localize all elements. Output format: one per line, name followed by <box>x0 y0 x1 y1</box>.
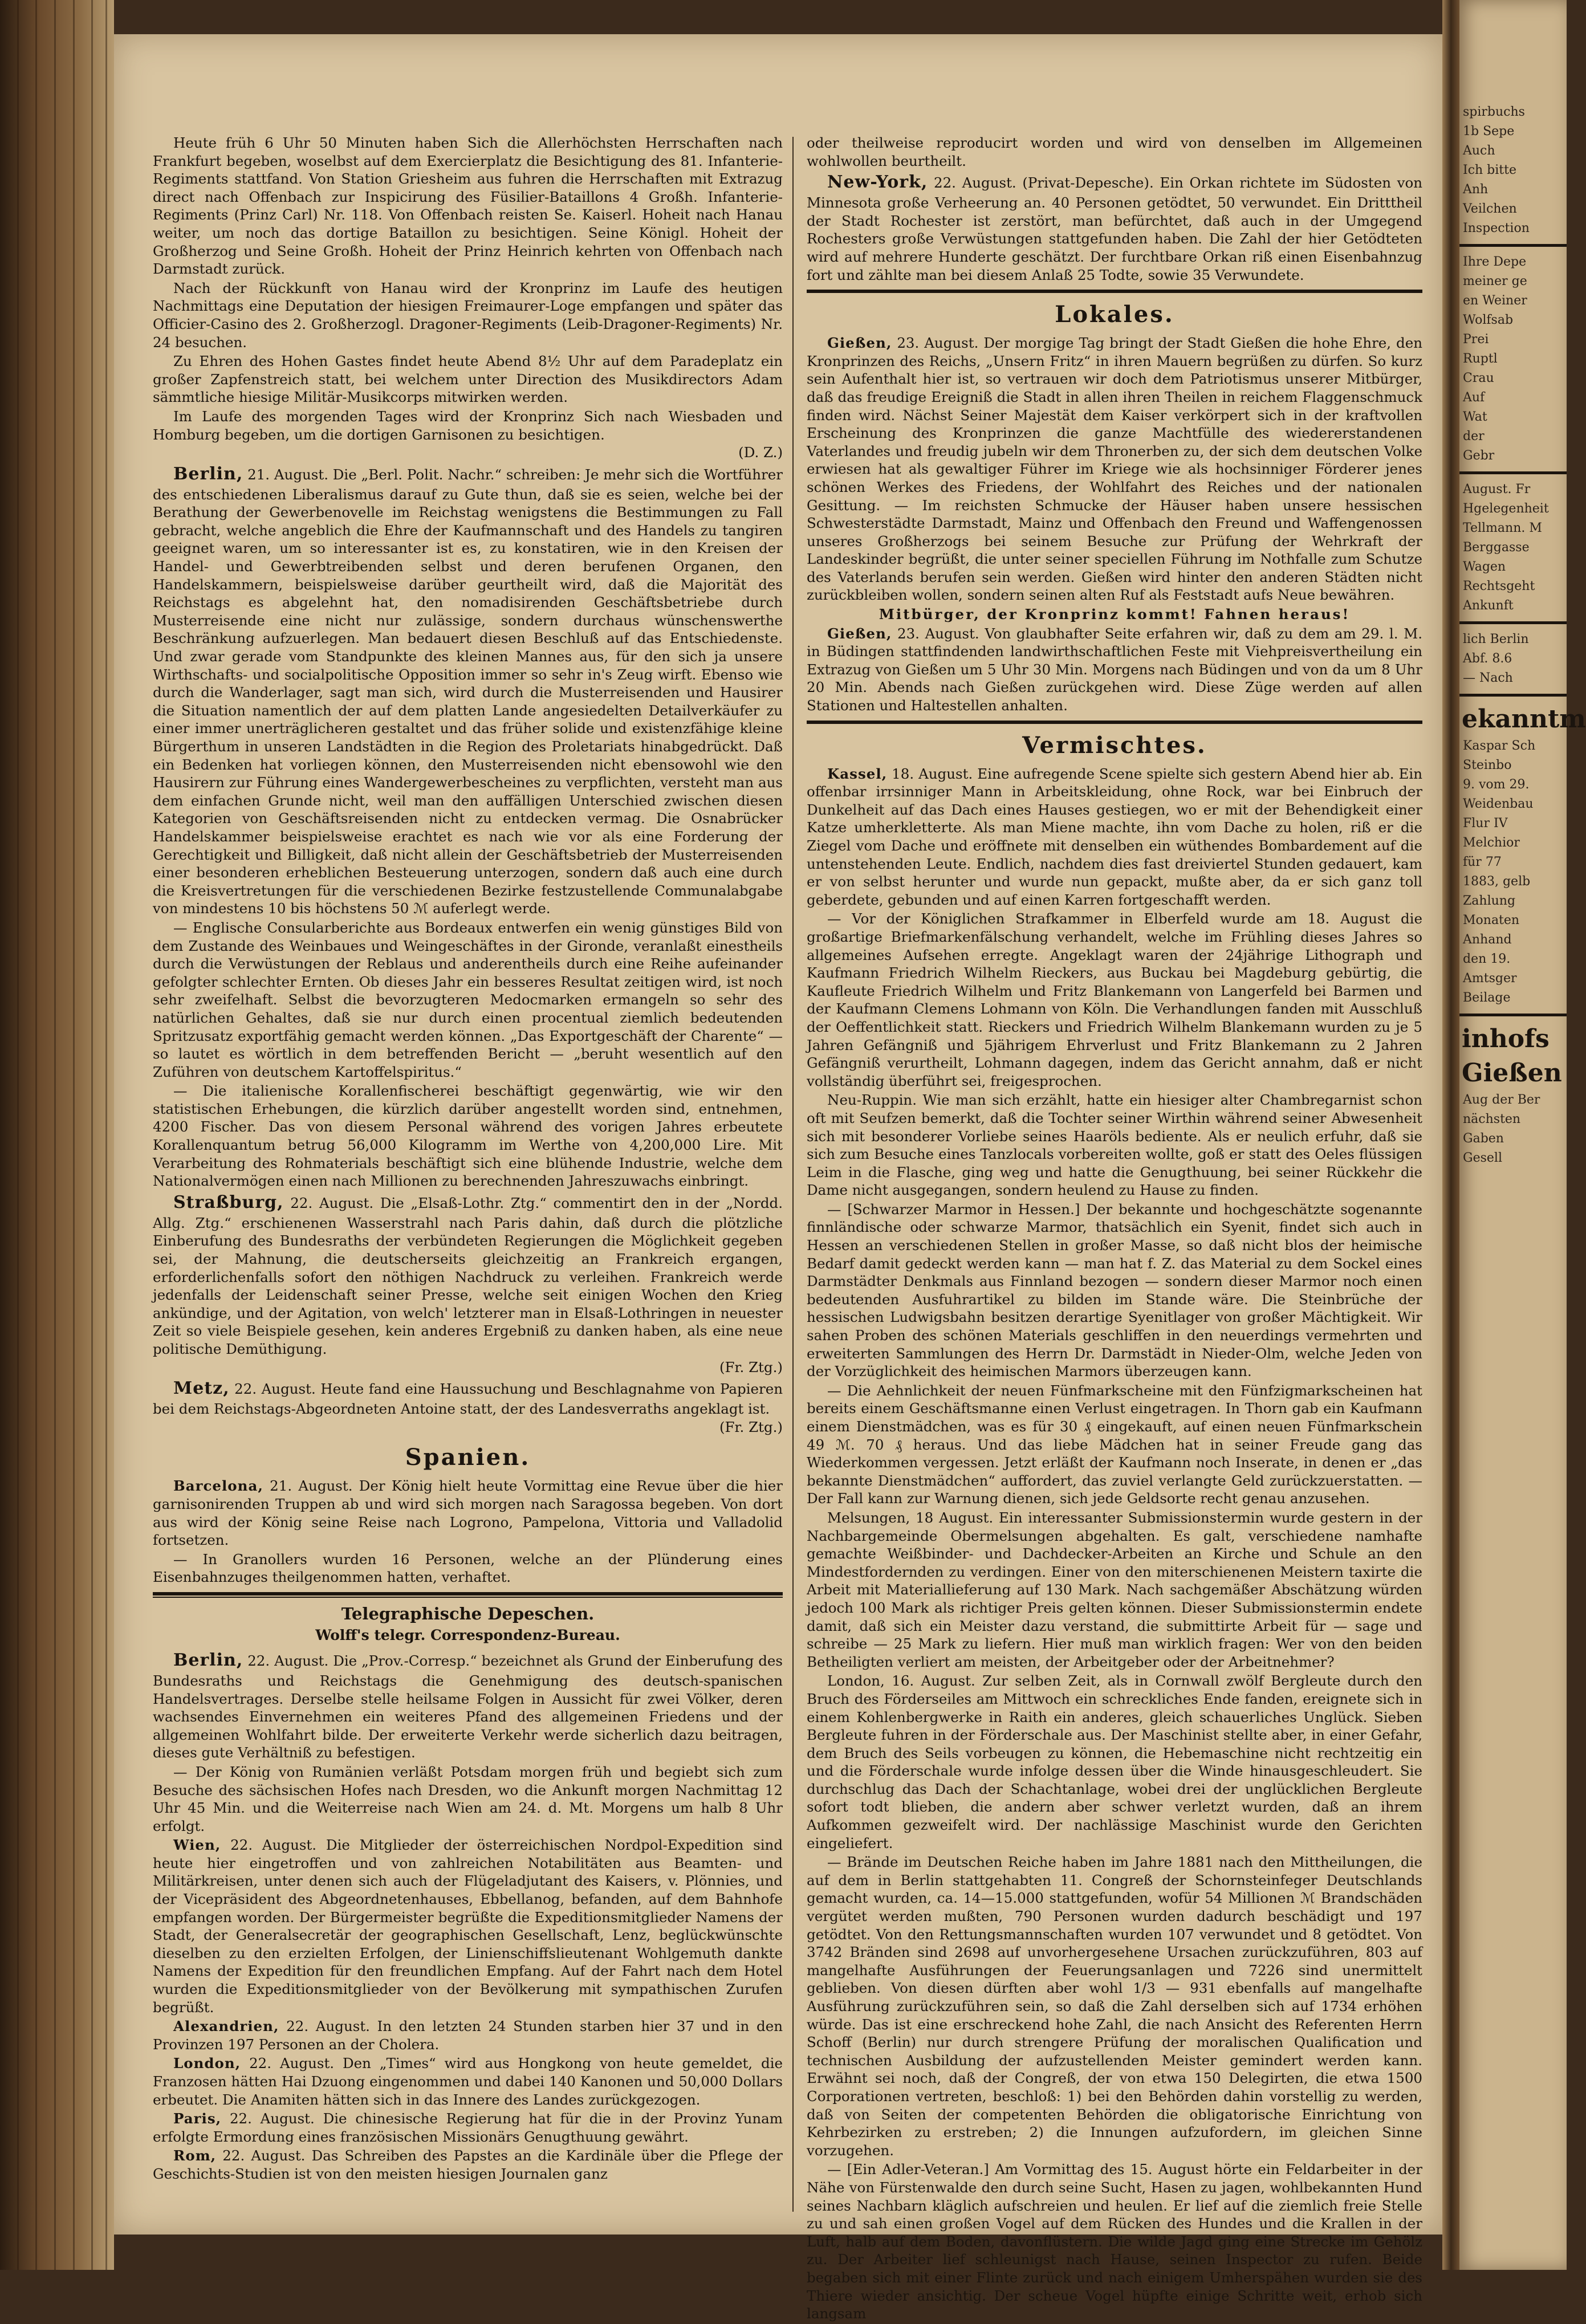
article-kassel: Kassel, 18. August. Eine aufregende Scene spielte sich gestern Abend hier ab. Ein offenbar irrsinniger Mann in Arbeitskleidung, ohne Rock, war bei Einbruch der Dunkelheit auf das Dach eines Hauses gestiegen, wo er mit der Behendigkeit einer Katze umherkletterte. Als man Miene machte, ihn vom Dache zu holen, riß er die Ziegel vom Dache und eröffnete mit denselben ein wüthendes Bombardement auf die untenstehenden Leute. Endlich, nachdem dies fast dreiviertel Stunden gedauert, kam er von selbst herunter und wurde nun gepackt, mußte aber, da er sich ganz toll geberdete, gebunden und auf einen Karren fortgeschafft werden. <box>807 765 1422 908</box>
article-barcelona: Barcelona, 21. August. Der König hielt heute Vormittag eine Revue über die hier garnisonirenden Truppen ab und wird sich morgen nach Saragossa begeben. Von dort aus wird der König seine Reise nach Logrono, Pampelona, Vittoria und Valladolid fortsetzen. <box>153 1478 783 1549</box>
article-paragraph: Heute früh 6 Uhr 50 Minuten haben Sich die Allerhöchsten Herrschaften nach Frankfurt begeben, woselbst auf dem Exercierplatz die Besichtigung des 81. Infanterie-Regiments stattfand. Von Station Griesheim aus fuhren die Herrschaften mit Extrazug direct nach Offenbach zur Inspicirung des Füsilier-Bataillons 4 Großh. Infanterie-Regiments (Prinz Carl) Nr. 118. Von Offenbach reisten Se. Kaiserl. Hoheit nach Hanau weiter, um noch das dortige Bataillon zu besichtigen. Seine Königl. Hoheit der Großherzog und Seine Großh. Hoheit der Prinz Heinrich kehrten von Offenbach nach Darmstadt zurück. <box>153 135 783 278</box>
fragment-block-g <box>1459 1090 1567 1168</box>
dateline: Kassel, <box>827 765 888 782</box>
fragment-line: Prei <box>1463 332 1489 347</box>
fragment-rule <box>1459 1014 1567 1016</box>
article-paragraph: — Die Aehnlichkeit der neuen Fünfmarkscheine mit den Fünfzigmarkscheinen hat bereits einem Geschäftsmanne einen Verlust eingetragen. In Thorn gab ein Kaufmann einem Dienstmädchen, was es für 30 ₰ eingekauft, auf einen neuen Fünfmarkschein 49 ℳ. 70 ₰ heraus. Und das liebe Mädchen hat in seiner Freude gang das Wiederkommen vergessen. Jetzt erläßt der Kaufmann noch Inserate, in denen er „das bekannte Dienstmädchen“ auffordert, das zuviel verlangte Geld zurückzuerstatten. — Der Fall kann zur Warnung dienen, sich jede Geldsorte recht genau anzusehen. <box>807 1382 1422 1507</box>
fragment-line: Steinbo <box>1463 758 1512 772</box>
fragment-line: Tellmann. M <box>1463 521 1542 535</box>
fragment-line: Berggasse <box>1463 540 1530 555</box>
dateline: Gießen, <box>827 335 892 352</box>
fragment-line: Auf <box>1463 390 1485 405</box>
article-telegram: London, 22. August. Den „Times“ wird aus Hongkong von heute gemeldet, die Franzosen hätten Hai Dzuong eingenommen und dabei 140 Kanonen und 50,000 Dollars erbeutet. Die Anamiten hätten sich in das Innere des Landes zurückgezogen. <box>153 2055 783 2108</box>
dateline: Gießen, <box>827 625 892 642</box>
fragment-line: Gaben <box>1463 1132 1504 1146</box>
fragment-block-f <box>1459 950 1567 1008</box>
fragment-line: Anhand <box>1463 933 1512 947</box>
fragment-line: Flur IV <box>1463 816 1508 831</box>
dateline: New-York, <box>827 172 928 193</box>
fragment-line: der <box>1463 429 1485 443</box>
fragment-heading: ekanntm <box>1462 705 1586 734</box>
fragment-line: Ruptl <box>1463 352 1498 366</box>
fragment-line: Inspection <box>1463 221 1530 235</box>
book-gutter <box>1442 0 1459 2270</box>
dateline: Berlin, <box>173 1650 243 1670</box>
article-strassburg: Straßburg, 22. August. Die „Elsaß-Lothr. Ztg.“ commentirt den in der „Nordd. Allg. Ztg.“ erschienenen Wasserstrahl nach Paris dahin, daß durch die plötzliche Einberufung des Bundesraths der verbündeten Regierungen die Möglichkeit gegeben sei, der Mahnung, die deutscherseits gleichzeitig an Frankreich ergangen, erforderlichenfalls sofort den nöthigen Nachdruck zu verleihen. Frankreich werde jedenfalls der Leidenschaft seiner Presse, welche seit einigen Wochen den Krieg ankündige, und der Agitation, von welch' letzterer man in Elsaß-Lothringen in neuester Zeit so viele Beispiele gesehen, kein anderes Ergebniß zu danken haben, als eine neue politische Demüthigung. (Fr. Ztg.) <box>153 1192 783 1375</box>
fragment-line: Amtsger <box>1463 971 1517 986</box>
column-divider <box>792 137 794 2212</box>
fragment-rule <box>1459 694 1567 697</box>
right-column <box>807 134 1422 2324</box>
fragment-line: Wolfsab <box>1463 313 1514 327</box>
section-heading-vermischtes: Vermischtes. <box>1022 731 1207 759</box>
fragment-line: Wat <box>1463 410 1487 424</box>
fragment-line: Veilchen <box>1463 202 1517 216</box>
fragment-line: en Weiner <box>1463 294 1527 308</box>
fragment-line: Zahlung <box>1463 894 1516 908</box>
article-telegram: Wien, 22. August. Die Mitglieder der österreichischen Nordpol-Expedition sind heute hier eingetroffen und von zahlreichen Notabilitäten aus Beamten- und Militärkreisen, unter denen sich auch der Flügeladjutant des Kaisers, v. Plönnies, und der Vicepräsident des Abgeordnetenhauses, Ebbellanog, befanden, auf dem Bahnhofe empfangen worden. Der Bürgermeister begrüßte die Expeditionsmitglieder Namens der Stadt, der Generalsecretär der geographischen Gesellschaft, Lenz, beglückwünschte dieselben zu den erzielten Erfolgen, der Linienschiffslieutenant Wohlgemuth dankte Namens der Expedition für den freundlichen Empfang. Auf der Fahrt nach dem Hotel wurden die Expeditionsmitglieder von der Bevölkerung mit sympathischen Zurufen begrüßt. <box>153 1837 783 2016</box>
fragment-line: Ihre Depe <box>1463 255 1527 269</box>
article-paragraph: — [Ein Adler-Veteran.] Am Vormittag des 15. August hörte ein Feldarbeiter in der Nähe von Fürstenwalde den durch seine Sucht, Hasen zu jagen, wohlbekannten Hund seines Nachbarn kläglich aufschreien und heulen. Er lief auf die ziemlich freie Stelle zu und sah einen großen Vogel auf dem Rücken des Hundes und die Krallen in der Luft, halb auf dem Boden, davonflüstern. Die wilde Jagd ging eine Strecke im Gehölz zu. Der Arbeiter lief schleunigst nach Hause, seinen Inspector zu rufen. Beide begaben sich mit einer Flinte zurück und nach einigem Umherspähen wurden sie des Thiere wieder ansichtig. Der scheue Vogel hüpfte einige Schritte weit, erhob sich langsam <box>807 2161 1422 2322</box>
section-heading-spanien: Spanien. <box>405 1444 531 1471</box>
article-giessen: Gießen, 23. August. Der morgige Tag bringt der Stadt Gießen die hohe Ehre, den Kronprinzen des Reichs, „Unsern Fritz“ in ihren Mauern begrüßen zu dürfen. So kurz sein Aufenthalt hier ist, so vertrauen wir doch dem Patriotismus unserer Mitbürger, daß das freudige Ereigniß die Stadt in allen ihren Theilen in reichem Flaggenschmuck finden wird. Nächst Seiner Majestät dem Kaiser verkörpert sich in der kraftvollen Erscheinung des Kronprinzen die ganze Machtfülle des wiedererstandenen Vaterlandes und freudig jubeln wir dem Thronerben zu, der sich dem deutschen Volke erwiesen hat als gewaltiger Führer im Kriege wie als hochsinniger Förderer jenes schönen Werkes des Friedens, der Wohlfahrt des Reiches und der nationalen Gesittung. — Im reichsten Schmucke der Häuser haben unsere hessischen Schwesterstädte Darmstadt, Mainz und Offenbach den Freund und Waffengenossen unseres Großherzogs bei seinem Besuche zur Prüfung der Wehrkraft der Landeskinder begrüßt, die unter seiner speciellen Führung im Nothfalle zum Schutze des Vaterlands berufen sein werden. Gießen wird hinter den anderen Städten nicht zurückbleiben wollen, sondern seinen alten Ruf als Feststadt aufs Neue bewähren. <box>807 335 1422 604</box>
source-signature: (Fr. Ztg.) <box>719 1418 783 1435</box>
fragment-line: 9. vom 29. <box>1463 778 1530 792</box>
fragment-line: spirbuchs <box>1463 105 1525 119</box>
fragment-line: lich Berlin <box>1463 632 1529 646</box>
fragment-line: Beilage <box>1463 991 1511 1005</box>
fragment-block-e <box>1459 736 1567 950</box>
article-paragraph: — Englische Consularberichte aus Bordeaux entwerfen ein wenig günstiges Bild von dem Zustande des Weinbaues und Weingeschäftes in der Gironde, veranlaßt einestheils durch die Verwüstungen der Reblaus und anderentheils durch eine Reihe aufeinander gefolgter schlechter Ernten. Ob dieses Jahr ein besseres Resultat zeitigen wird, ist noch sehr zweifelhaft. Selbst die bevorzugteren Medocmarken ermangeln so sehr des natürlichen Gehaltes, daß sie nur durch einen procentual ziemlich bedeutenden Spritzusatz exportfähig gemacht werden können. „Das Exportgeschäft der Charente“ — so lautet es wörtlich in dem betreffenden Bericht — „beruht wesentlich auf den Zuführen von deutschem Kartoffelspiritus.“ <box>153 919 783 1080</box>
article-paragraph: oder theilweise reproducirt worden und wird von denselben im Allgemeinen wohlwollen beurtheilt. <box>807 135 1422 169</box>
fragment-line: August. Fr <box>1463 482 1531 496</box>
fragment-block-b <box>1459 253 1567 466</box>
fragment-line: 1883, gelb <box>1463 874 1531 889</box>
adjacent-page-fragment <box>1459 0 1586 2270</box>
fragment-line: 1b Sepe <box>1463 124 1515 139</box>
fragment-line: Aug der Ber <box>1463 1093 1540 1107</box>
article-giessen: Gießen, 23. August. Von glaubhafter Seite erfahren wir, daß zu dem am 29. l. M. in Büdingen stattfindenden landwirthschaftlichen Feste mit Viehpreisvertheilung ein Extrazug von Gießen um 5 Uhr 30 Min. Morgens nach Büdingen und von da um 8 Uhr 20 Min. Abends nach Gießen zurückgehen wird. Diese Züge werden auf allen Stationen und Haltestellen anhalten. <box>807 625 1422 714</box>
fragment-block-a <box>1459 103 1567 238</box>
article-telegram: Berlin, 22. August. Die „Prov.-Corresp.“ bezeichnet als Grund der Einberufung des Bundesraths und Reichstags die Genehmigung des deutsch-spanischen Handelsvertrages. Derselbe stelle heilsame Folgen in Aussicht für zwei Völker, deren wachsendes Einvernehmen ein weiteres Pfand des allgemeinen Friedens und der allgemeinen Wohlfahrt bilde. Der erweiterte Verkehr werde sicherlich dazu beitragen, dieses gute Verhältniß zu befestigen. <box>153 1650 783 1761</box>
article-telegram: Alexandrien, 22. August. In den letzten 24 Stunden starben hier 37 und in den Provinzen 197 Personen an der Cholera. <box>153 2018 783 2053</box>
fragment-line: Auch <box>1463 144 1495 158</box>
article-paragraph: Im Laufe des morgenden Tages wird der Kronprinz Sich nach Wiesbaden und Homburg begeben, um die dortigen Garnisonen zu besichtigen. (D. Z.) <box>153 408 783 461</box>
article-paragraph: Melsungen, 18 August. Ein interessanter Submissionstermin wurde gestern in der Nachbargemeinde Obermelsungen abgehalten. Es galt, verschiedene namhafte gemachte Weißbinder- und Dachdecker-Arbeiten an Kirche und Schule an den Mindestfordernden zu verdingen. Einer von den miterschienenen Meistern taxirte die Arbeit mit Materiallieferung auf 130 Mark. Nach sachgemäßer Abschätzung würden jedoch 100 Mark als richtiger Preis gelten können. Dieser Submissionstermin endete damit, daß sich ein Meister dazu verstand, die submittirte Arbeit für — sage und schreibe — 25 Mark zu liefern. Hier muß man wirklich fragen: Wer von den beiden Betheiligten verliert am meisten, der Arbeitgeber oder der Arbeitnehmer? <box>807 1509 1422 1670</box>
section-subheading: Wolff's telegr. Correspondenz-Bureau. <box>315 1626 620 1643</box>
dateline: Metz, <box>173 1378 230 1399</box>
dateline: Alexandrien, <box>173 2018 279 2035</box>
dateline: Paris, <box>173 2110 222 2127</box>
article-berlin: Berlin, 21. August. Die „Berl. Polit. Nachr.“ schreiben: Je mehr sich die Wortführer des entschiedenen Liberalismus darauf zu Gute thun, daß sie es seien, welche bei der Berathung der Gewerbenovelle im Reichstag wenigstens die Bestimmungen zu Fall gebracht, welche angeblich die Ehre der Kaufmannschaft und des Handels zu tangiren geeignet waren, um so interessanter ist es, zu konstatiren, wie in den Kreisen der Handel- und Gewerbtreibenden selbst und deren berufenen Organen, den Handelskammern, beispielsweise darüber geurtheilt wird, daß die Majorität des Reichstags es abgelehnt hat, den nomadisirenden Geschäftsbetriebe durch Musterreisende eine nicht nur zulässige, sondern durchaus wünschenswerthe Beschränkung aufzuerlegen. Man bedauert diesen Beschluß auf das Entschiedenste. Und zwar gerade vom Standpunkte des kleinen Mannes aus, für den sich ja unsere Wirthschafts- und socialpolitische Opposition immer so sehr in's Zeug wirft. Ebenso wie durch die Wanderlager, sagt man sich, wird durch die Musterreisenden und Hausirer die Situation namentlich der auf dem platten Lande angesiedelten Detailverkäufer zu einer immer unerträglicheren gestaltet und das früher solide und existenzfähige kleine Bürgerthum in unseren Landstädten in die Region des Proletariats hinabgedrückt. Daß ein Bedenken hat vorliegen können, den Musterreisenden nicht ebensowohl wie den Hausirern zur Führung eines Wandergewerbescheines zu verpflichten, versteht man aus dem einfachen Grunde nicht, weil man den auffälligen Unterschied zwischen diesen Kategorien von Geschäftsreisenden nicht zu entdecken vermag. Die Osnabrücker Handelskammer beispielsweise erachtet es nach wie vor als eine Forderung der Gerechtigkeit und Billigkeit, daß nicht allein der Geschäftsbetrieb der Musterreisenden einer besonderen erheblichen Besteuerung unterzogen, sondern daß auch eine durch die Kreisvertretungen für die verschiedenen Bezirke festzustellende Communalabgabe von mindestens 10 bis höchstens 50 ℳ auferlegt werde. <box>153 463 783 917</box>
fragment-rule <box>1459 244 1567 247</box>
fragment-line: nächsten <box>1463 1112 1521 1126</box>
article-paragraph: — Der König von Rumänien verläßt Potsdam morgen früh und begiebt sich zum Besuche des sächsischen Hofes nach Dresden, wo die Ankunft morgen Nachmittag 12 Uhr 45 Min. und die Weiterreise nach Wien am 24. d. Mt. Morgens um halb 8 Uhr erfolgt. <box>153 1763 783 1834</box>
article-paragraph: Zu Ehren des Hohen Gastes findet heute Abend 8½ Uhr auf dem Paradeplatz ein großer Zapfenstreich statt, bei welchem unter Direction des Musikdirectors Adam sämmtliche hiesige Militär-Musikcorps mitwirken werden. <box>153 353 783 406</box>
section-heading-lokales: Lokales. <box>1055 301 1174 328</box>
fragment-line: Wagen <box>1463 560 1506 574</box>
dateline: London, <box>173 2055 241 2072</box>
section-rule <box>153 1592 783 1596</box>
section-rule <box>807 721 1422 724</box>
fragment-line: Rechtsgeht <box>1463 579 1535 593</box>
article-paragraph: — Die italienische Korallenfischerei beschäftigt gegenwärtig, wie wir den statistischen Erhebungen, die kürzlich darüber angestellt worden sind, entnehmen, 4200 Fischer. Das von diesem Personal während des vorigen Jahres erbeutete Korallenquantum betrug 56,000 Kilogramm im Werthe von 4,200,000 Lire. Mit Verarbeitung des Rohmaterials beschäftigt sich eine blühende Industrie, welche dem Nationalvermögen einen nach Millionen zu berechnenden Jahreszuwachs einbringt. <box>153 1082 783 1190</box>
source-signature: (Fr. Ztg.) <box>719 1358 783 1375</box>
article-motto: Mitbürger, der Kronprinz kommt! Fahnen heraus! <box>879 606 1351 623</box>
article-paragraph: London, 16. August. Zur selben Zeit, als in Cornwall zwölf Bergleute durch den Bruch des Förderseiles am Mittwoch ein schreckliches Ende fanden, ereignete sich in einem Kohlenbergwerke in Raith ein anderes, gleich schauerliches Unglück. Sieben Bergleute fuhren in der Förderschale aus. Der Maschinist stellte aber, in einer Gefahr, dem Bruch des Seils vorbeugen zu können, die Hebemaschine nicht rechtzeitig ein und die Förderschale wurde infolge dessen über die Winde hinausgeschleudert. Sie durchschlug das Dach der Schachtanlage, wobei drei der unglücklichen Bergleute sofort todt blieben, die andern aber schwer verletzt wurden, daß an ihrem Aufkommen gezweifelt wird. Der nachlässige Maschinist wurde den Gerichten eingeliefert. <box>807 1672 1422 1851</box>
fragment-line: Ich bitte <box>1463 163 1516 177</box>
article-paragraph: Nach der Rückkunft von Hanau wird der Kronprinz im Laufe des heutigen Nachmittags eine Deputation der hiesigen Freimaurer-Loge empfangen und später das Officier-Casino des 2. Großherzogl. Dragoner-Regiments (Leib-Dragoner-Regiments) Nr. 24 besuchen. <box>153 279 783 351</box>
fragment-line: Anh <box>1463 182 1489 197</box>
dateline: Rom, <box>173 2147 217 2164</box>
fragment-line: Monaten <box>1463 913 1520 927</box>
fragment-heading: inhofs <box>1462 1024 1550 1053</box>
book-edge-left <box>0 0 114 2270</box>
fragment-block-c <box>1459 480 1567 616</box>
fragment-line: Hgelegenheit <box>1463 502 1549 516</box>
source-signature: (D. Z.) <box>738 444 783 461</box>
fragment-line: Gesell <box>1463 1151 1502 1165</box>
article-telegram: Paris, 22. August. Die chinesische Regierung hat für die in der Provinz Yunam erfolgte Ermordung eines französischen Missionärs Genugthuung gewährt. <box>153 2110 783 2145</box>
section-rule <box>807 290 1422 293</box>
article-paragraph: — In Granollers wurden 16 Personen, welche an der Plünderung eines Eisenbahnzuges theilgenommen hatten, verhaftet. <box>153 1550 783 1586</box>
left-column <box>153 134 783 2184</box>
fragment-line: Gebr <box>1463 449 1495 463</box>
fragment-line: Weidenbau <box>1463 797 1534 811</box>
fragment-block-d <box>1459 630 1567 688</box>
fragment-line: — Nach <box>1463 671 1513 685</box>
article-metz: Metz, 22. August. Heute fand eine Haussuchung und Beschlagnahme von Papieren bei dem Reichstags-Abgeordneten Antoine statt, der des Landesverraths angeklagt ist. (Fr. Ztg.) <box>153 1378 783 1435</box>
fragment-line: meiner ge <box>1463 274 1527 288</box>
fragment-rule <box>1459 471 1567 474</box>
dateline: Wien, <box>173 1837 221 1854</box>
article-paragraph: — Vor der Königlichen Strafkammer in Elberfeld wurde am 18. August die großartige Briefmarkenfälschung verhandelt, welche im Frühling dieses Jahres so allgemeines Aufsehen erregte. Angeklagt waren der 24jährige Lithograph und Kaufmann Friedrich Wilhelm Rieckers, aus Buckau bei Magdeburg gebürtig, die Kaufleute Friedrich Wilhelm und Fritz Blankemann von Langerfeld bei Barmen und der Kaufmann Clemens Lohmann von Köln. Die Verhandlungen fanden mit Ausschluß der Oeffentlichkeit statt. Rieckers und Friedrich Wilhelm Blankemann wurden zu je 5 Jahren Gefängniß und 5jährigem Ehrverlust und Fritz Blankemann zu 2 Jahren Gefängniß verurtheilt, Lohmann dagegen, indem das Gericht annahm, daß er nicht vollständig überführt sei, freigesprochen. <box>807 910 1422 1089</box>
fragment-line: für 77 <box>1463 855 1502 869</box>
section-heading-telegraphische-depeschen: Telegraphische Depeschen. <box>341 1603 595 1623</box>
fragment-line: Crau <box>1463 371 1494 385</box>
section-rule <box>153 1597 783 1598</box>
fragment-line: Melchior <box>1463 836 1520 850</box>
newspaper-page <box>114 34 1442 2322</box>
article-paragraph: Neu-Ruppin. Wie man sich erzählt, hatte ein hiesiger alter Chambregarnist schon oft mit Seufzen bemerkt, daß die Tochter seiner Wirthin während seiner Abwesenheit sich mit besonderer Vorliebe seines Haaröls bediente. Als er neulich erfuhr, daß sie sich zum Besuche eines Tanzlocals vorbereiten wollte, goß er statt des Oeles flüssigen Leim in die Flasche, ging weg und hatte die Genugthuung, bei seiner Rückkehr die Dame nicht ausgegangen, sondern heulend zu Hause zu finden. <box>807 1092 1422 1199</box>
fragment-line: Ankunft <box>1463 599 1514 613</box>
dateline: Straßburg, <box>173 1192 284 1212</box>
dateline: Barcelona, <box>173 1478 263 1495</box>
article-telegram: Rom, 22. August. Das Schreiben des Papstes an die Kardinäle über die Pflege der Geschichts-Studien ist von den meisten hiesigen Journalen ganz <box>153 2147 783 2182</box>
fragment-line: den 19. <box>1463 952 1511 966</box>
article-paragraph: — [Schwarzer Marmor in Hessen.] Der bekannte und hochgeschätzte sogenannte finnländische oder schwarze Marmor, thatsächlich ein Syenit, findet sich auch in Hessen an verschiedenen Stellen in großer Masse, so daß nicht blos der heimische Bedarf damit gedeckt werden kann — man hat f. Z. das Material zu dem Sockel eines Darmstädter Denkmals aus Finnland bezogen — sondern dieser Marmor noch einen bedeutenden Ausfuhrartikel zu bilden im Stande wäre. Die Steinbrüche der hessischen Ludwigsbahn besitzen derartige Syenitlager von großer Mächtigkeit. Wir sahen Proben des schönen Materials geschliffen in den neuerdings vermehrten und erweiterten Sammlungen des Herrn Dr. Darmstädt in Nieder-Olm, welche Jeden von der Vorzüglichkeit des heimischen Marmors überzeugen kann. <box>807 1200 1422 1380</box>
fragment-rule <box>1459 621 1567 624</box>
fragment-line: Abf. 8.6 <box>1463 652 1512 666</box>
dateline: Berlin, <box>173 463 243 484</box>
article-paragraph: — Brände im Deutschen Reiche haben im Jahre 1881 nach den Mittheilungen, die auf dem in Berlin stattgehabten 11. Congreß der Schornsteinfeger Deutschlands gemacht wurden, ca. 14—15.000 stattgefunden, wofür 54 Millionen ℳ Brandschäden vergütet werden mußten, 790 Personen wurden dadurch beschädigt und 197 getödtet. Von den Rettungsmannschaften wurden 107 verwundet und 8 getödtet. Von 3742 Bränden sind 2698 auf unvorhergesehene Ursachen zurückzuführen, 803 auf mangelhafte Ausführungen der Feuerungsanlagen und 7226 sind unermittelt geblieben. Von diesen dürften aber wohl 1/3 — 931 ebenfalls auf mangelhafte Ausführung zurückzuführen sein, so daß die Zahl derselben sich auf 1734 erhöhen würde. Das ist eine erschreckend hohe Zahl, die nach Ansicht des Referenten Herrn Schoff (Berlin) nur durch strengere Prüfung der moralischen Qualification und technischen Ausbildung der aufzustellenden Meister gemindert werden kann. Erwähnt sei noch, daß der Congreß, der von etwa 150 Delegirten, die etwa 1500 Corporationen vertreten, beschloß: 1) bei den Behörden dahin vorstellig zu werden, daß von Seiten der competenten Behörden die obligatorische Einrichtung von Kehrbezirken zu erstreben; 2) die Innungen aufzufordern, im gleichen Sinne vorzugehen. <box>807 1854 1422 2159</box>
fragment-line: Kaspar Sch <box>1463 739 1536 753</box>
article-newyork: New-York, 22. August. (Privat-Depesche). Ein Orkan richtete im Südosten von Minnesota große Verheerung an. 40 Personen getödtet, 50 verwundet. Ein Dritttheil der Stadt Rochester ist zerstört, man befürchtet, daß auch in der Umgegend Rochesters große Verwüstungen stattgefunden haben. Die Zahl der hier Getödteten wird auf mehrere Hunderte geschätzt. Der furchtbare Orkan riß einen Eisenbahnzug fort und zählte man bei diesem Anlaß 25 Todte, sowie 35 Verwundete. <box>807 172 1422 283</box>
fragment-heading: Gießen <box>1462 1059 1562 1088</box>
